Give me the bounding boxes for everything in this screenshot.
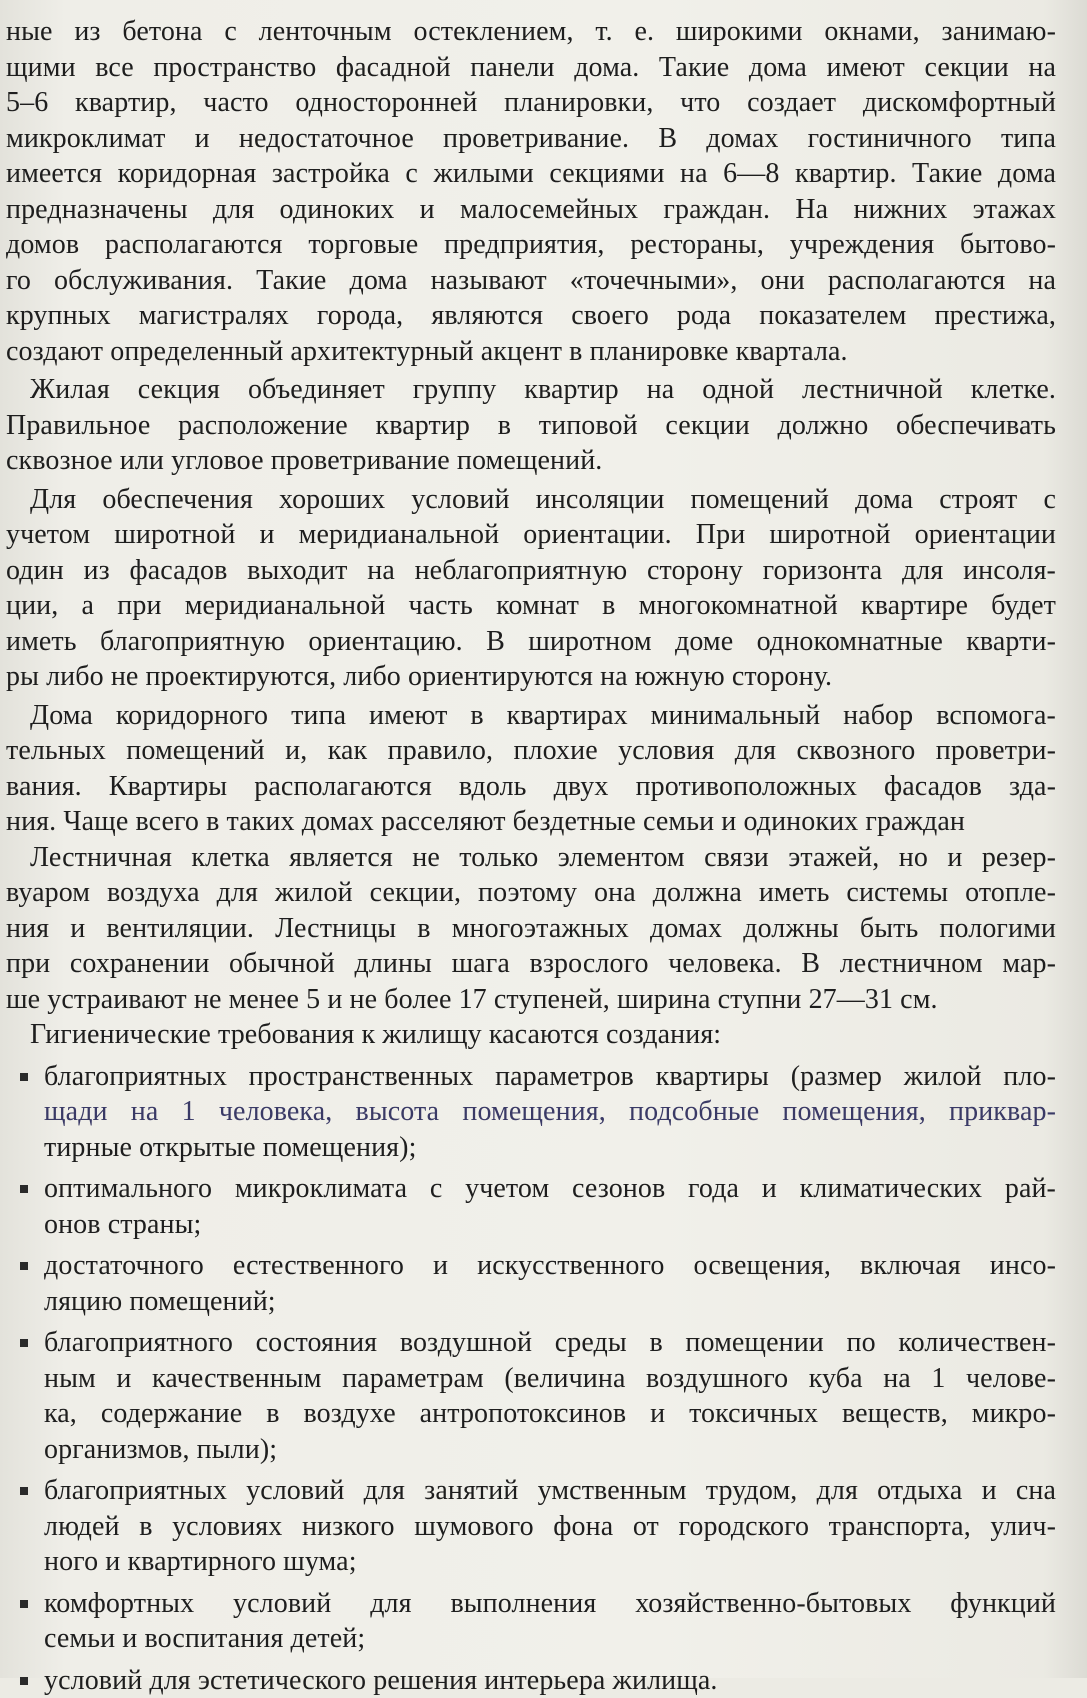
- page-text: [6, 14, 1056, 1698]
- bullet-square-icon: [20, 1185, 28, 1193]
- text-line: [6, 1248, 1056, 1284]
- text-line: [6, 1473, 1056, 1509]
- paragraph-2: [6, 372, 1056, 479]
- paragraph-1: [6, 14, 1056, 369]
- text-line: [6, 1663, 1056, 1698]
- text-line: создают определенный архитектурный акцент в планировке квартала.: [6, 334, 1056, 370]
- list-item: [6, 1663, 1056, 1698]
- bullet-square-icon: [20, 1073, 28, 1081]
- text-line: [6, 1325, 1056, 1361]
- text-line: ные из бетона с ленточным остеклением, т. е. широкими окнами, занимаю-: [6, 14, 1056, 50]
- text-line: ка, содержание в воздухе антропотоксинов и токсичных веществ, микро-: [6, 1396, 1056, 1432]
- text-line: го обслуживания. Такие дома называют «точечными», они располагаются на: [6, 263, 1056, 299]
- bullet-square-icon: [20, 1339, 28, 1347]
- list-item: [6, 1586, 1056, 1657]
- text-line: тельных помещений и, как правило, плохие условия для сквозного проветри-: [6, 733, 1056, 769]
- text-line: ше устраивают не менее 5 и не более 17 ступеней, ширина ступни 27—31 см.: [6, 982, 1056, 1018]
- text-line: иметь благоприятную ориентацию. В широтном доме однокомнатные кварти-: [6, 624, 1056, 660]
- text-line: [6, 1586, 1056, 1622]
- list-item: [6, 1248, 1056, 1319]
- text-line: учетом широтной и меридианальной ориентации. При широтной ориентации: [6, 517, 1056, 553]
- text-line: один из фасадов выходит на неблагоприятную сторону горизонта для инсоля-: [6, 553, 1056, 589]
- text-line: ния. Чаще всего в таких домах расселяют бездетные семьи и одиноких граждан: [6, 804, 1056, 840]
- text-line: 5–6 квартир, часто односторонней планировки, что создает дискомфортный: [6, 85, 1056, 121]
- list-item-text: благоприятного состояния воздушной среды в помещении по количествен-: [44, 1327, 1056, 1358]
- list-item: [6, 1473, 1056, 1580]
- text-line: предназначены для одиноких и малосемейных граждан. На нижних этажах: [6, 192, 1056, 228]
- text-line: ния и вентиляции. Лестницы в многоэтажных домах должны быть пологими: [6, 911, 1056, 947]
- list-item-text: достаточного естественного и искусственного освещения, включая инсо-: [44, 1250, 1056, 1281]
- list-item: [6, 1325, 1056, 1467]
- list-item: [6, 1059, 1056, 1166]
- text-line: ры либо не проектируются, либо ориентируются на южную сторону.: [6, 659, 1056, 695]
- bullet-square-icon: [20, 1677, 28, 1685]
- text-line: Лестничная клетка является не только элементом связи этажей, но и резер-: [6, 840, 1056, 876]
- text-line: онов страны;: [6, 1207, 1056, 1243]
- text-line: ным и качественным параметрам (величина воздушного куба на 1 челове-: [6, 1361, 1056, 1397]
- list-item-text: комфортных условий для выполнения хозяйственно-бытовых функций: [44, 1588, 1056, 1619]
- text-line: [6, 1171, 1056, 1207]
- bullet-square-icon: [20, 1262, 28, 1270]
- text-line: имеется коридорная застройка с жилыми секциями на 6—8 квартир. Такие дома: [6, 156, 1056, 192]
- text-line: Для обеспечения хороших условий инсоляции помещений дома строят с: [6, 482, 1056, 518]
- text-line: ции, а при меридианальной часть комнат в многокомнатной квартире будет: [6, 588, 1056, 624]
- text-line: Дома коридорного типа имеют в квартирах минимальный набор вспомога-: [6, 698, 1056, 734]
- bullet-square-icon: [20, 1600, 28, 1608]
- list-item-text: благоприятных условий для занятий умственным трудом, для отдыха и сна: [44, 1475, 1056, 1506]
- text-line: Жилая секция объединяет группу квартир на одной лестничной клетке.: [6, 372, 1056, 408]
- text-line: [6, 1059, 1056, 1095]
- text-line: вуаром воздуха для жилой секции, поэтому она должна иметь системы отопле-: [6, 875, 1056, 911]
- list-item-text: оптимального микроклимата с учетом сезонов года и климатических рай-: [44, 1173, 1056, 1204]
- text-line: людей в условиях низкого шумового фона от городского транспорта, улич-: [6, 1509, 1056, 1545]
- list-item-text: благоприятных пространственных параметров квартиры (размер жилой пло-: [44, 1061, 1056, 1092]
- text-line: при сохранении обычной длины шага взрослого человека. В лестничном мар-: [6, 946, 1056, 982]
- bullet-square-icon: [20, 1487, 28, 1495]
- list-item: [6, 1171, 1056, 1242]
- text-line: щими все пространство фасадной панели дома. Такие дома имеют секции на: [6, 50, 1056, 86]
- text-line: ного и квартирного шума;: [6, 1544, 1056, 1580]
- paragraph-3: [6, 482, 1056, 695]
- text-line: Правильное расположение квартир в типовой секции должно обеспечивать: [6, 408, 1056, 444]
- text-line: сквозное или угловое проветривание помещений.: [6, 443, 1056, 479]
- list-intro: Гигиенические требования к жилищу касаются создания:: [6, 1017, 1056, 1053]
- paragraph-4: [6, 698, 1056, 840]
- requirements-list: [6, 1059, 1056, 1698]
- text-line: домов располагаются торговые предприятия, рестораны, учреждения бытово-: [6, 227, 1056, 263]
- text-line: микроклимат и недостаточное проветривание. В домах гостиничного типа: [6, 121, 1056, 157]
- text-line: тирные открытые помещения);: [6, 1130, 1056, 1166]
- list-item-text: условий для эстетического решения интерьера жилища.: [44, 1665, 718, 1696]
- text-line: крупных магистралях города, являются своего рода показателем престижа,: [6, 298, 1056, 334]
- text-line: ляцию помещений;: [6, 1284, 1056, 1320]
- paragraph-5: [6, 840, 1056, 1018]
- text-line: организмов, пыли);: [6, 1432, 1056, 1468]
- text-line: семьи и воспитания детей;: [6, 1621, 1056, 1657]
- text-line: вания. Квартиры располагаются вдоль двух противоположных фасадов зда-: [6, 769, 1056, 805]
- text-line: щади на 1 человека, высота помещения, подсобные помещения, приквар-: [6, 1094, 1056, 1130]
